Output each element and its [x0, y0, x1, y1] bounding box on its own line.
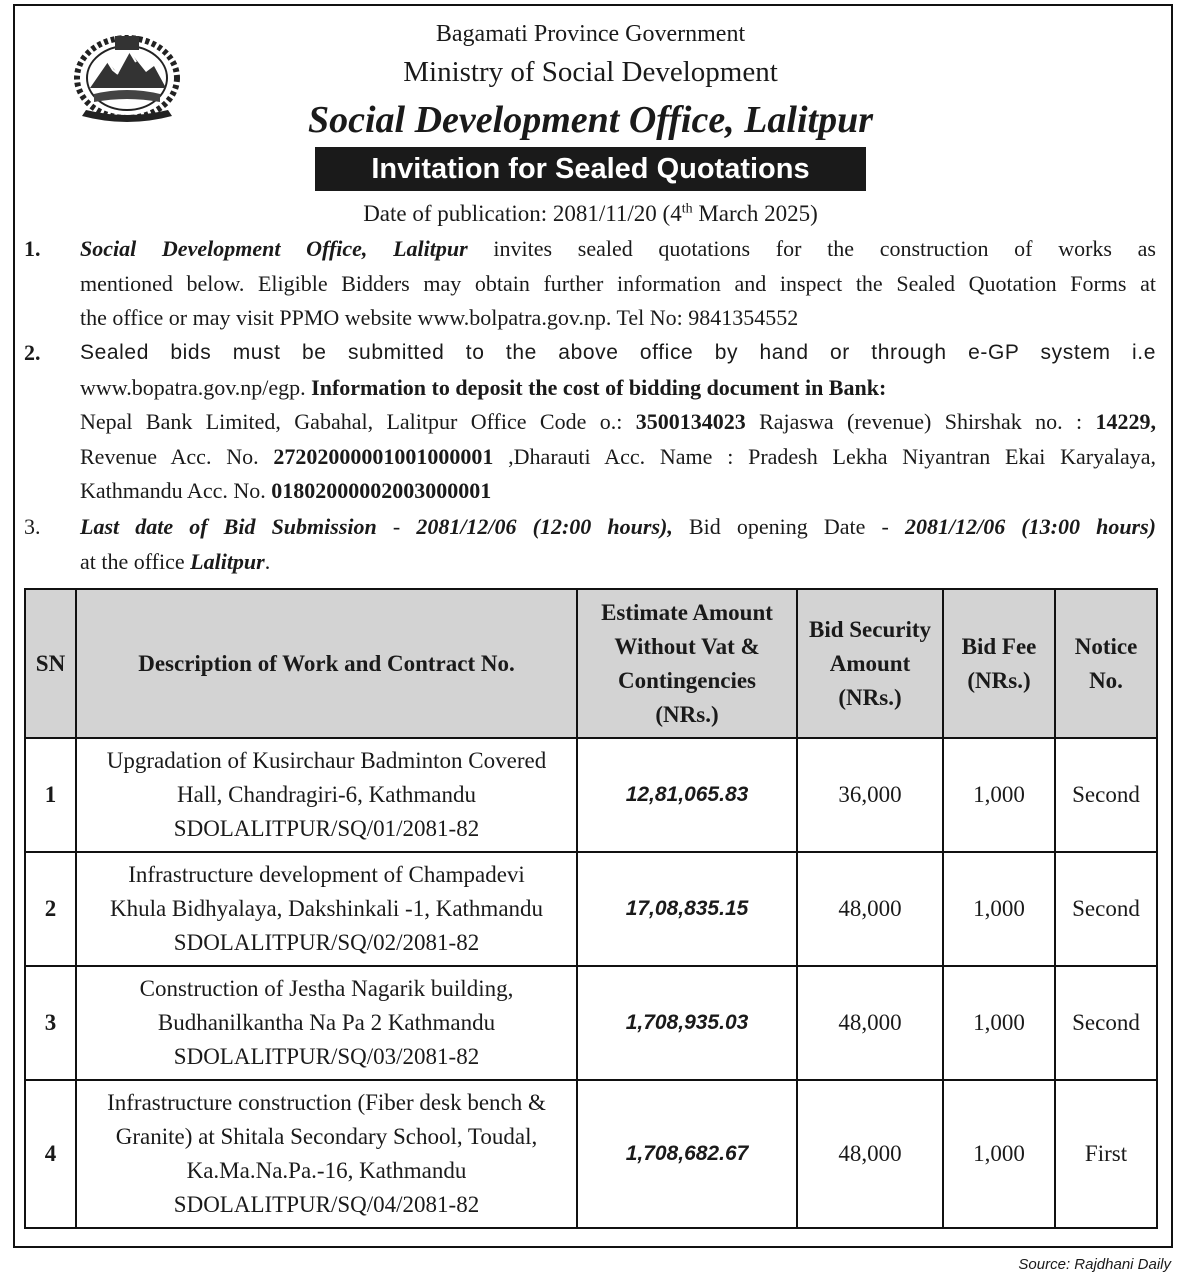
- row-sn: 1: [25, 738, 76, 852]
- row-bid-security: 36,000: [797, 738, 943, 852]
- row-bid-security: 48,000: [797, 852, 943, 966]
- row-bid-security: 48,000: [797, 966, 943, 1080]
- header-estimate: Estimate Amount Without Vat & Contingencies (NRs.): [577, 589, 797, 738]
- header-bid-security: Bid Security Amount (NRs.): [797, 589, 943, 738]
- publication-date: Date of publication: 2081/11/20 (4th March 2025): [363, 201, 818, 226]
- para3-number: 3.: [24, 514, 41, 539]
- para2-text: [80, 336, 1156, 509]
- row-description: Upgradation of Kusirchaur Badminton Covered Hall, Chandragiri-6, Kathmandu SDOLALITPUR/SQ/01/2081-82: [76, 738, 577, 852]
- row-notice-no: First: [1055, 1080, 1157, 1228]
- row-notice-no: Second: [1055, 852, 1157, 966]
- row-bid-fee: 1,000: [943, 966, 1055, 1080]
- row-notice-no: Second: [1055, 738, 1157, 852]
- province-name: Bagamati Province Government: [435, 21, 746, 47]
- table-header-row: [25, 589, 1157, 738]
- para3-line2: at the office Lalitpur.: [80, 548, 271, 574]
- para2-line3: Nepal Bank Limited, Gabahal, Lalitpur Office Code o.: 3500134023 Rajaswa (revenue) Shirshak no. : 14229,: [80, 409, 1156, 434]
- row-estimate: 12,81,065.83: [577, 738, 797, 852]
- row-description: Infrastructure development of Champadevi Khula Bidhyalaya, Dakshinkali -1, Kathmandu SDOLALITPUR/SQ/02/2081-82: [76, 852, 577, 966]
- row-sn: 2: [25, 852, 76, 966]
- row-estimate: 1,708,682.67: [577, 1080, 797, 1228]
- table-row: [25, 966, 1157, 1080]
- para1-line3: the office or may visit PPMO website www.bolpatra.gov.np. Tel No: 9841354552: [80, 305, 799, 330]
- header-notice-no: Notice No.: [1055, 589, 1157, 738]
- row-sn: 3: [25, 966, 76, 1080]
- para1-number: 1.: [24, 236, 41, 261]
- row-bid-fee: 1,000: [943, 738, 1055, 852]
- works-table: [24, 588, 1158, 1229]
- para2-line5: Kathmandu Acc. No. 01802000002003000001: [80, 478, 492, 503]
- para1-line2: mentioned below. Eligible Bidders may obtain further information and inspect the Sealed Quotation Forms at: [80, 270, 1156, 296]
- para3-line1: Last date of Bid Submission - 2081/12/06 (12:00 hours), Bid opening Date - 2081/12/06 (13:00 hours): [80, 514, 1157, 539]
- header-description: Description of Work and Contract No.: [76, 589, 577, 738]
- source-credit: Source: Rajdhani Daily: [1018, 1256, 1171, 1273]
- row-description: Construction of Jestha Nagarik building, Budhanilkantha Na Pa 2 Kathmandu SDOLALITPUR/SQ/03/2081-82: [76, 966, 577, 1080]
- table-row: [25, 1080, 1157, 1228]
- header-bid-fee: Bid Fee (NRs.): [943, 589, 1055, 738]
- para1-text: [80, 232, 1156, 336]
- row-estimate: 1,708,935.03: [577, 966, 797, 1080]
- ministry-name: Ministry of Social Development: [403, 56, 778, 88]
- row-bid-fee: 1,000: [943, 852, 1055, 966]
- table-row: [25, 738, 1157, 852]
- para2-number: 2.: [24, 340, 41, 365]
- row-sn: 4: [25, 1080, 76, 1228]
- notice-title-banner: Invitation for Sealed Quotations: [315, 147, 866, 191]
- para2-line1: Sealed bids must be submitted to the above office by hand or through e-GP system i.e: [80, 341, 1156, 364]
- para3-text: [80, 510, 1156, 579]
- para1-line1: Social Development Office, Lalitpur invites sealed quotations for the construction of works as: [80, 236, 1156, 261]
- office-name: Social Development Office, Lalitpur: [308, 99, 873, 141]
- row-bid-security: 48,000: [797, 1080, 943, 1228]
- row-bid-fee: 1,000: [943, 1080, 1055, 1228]
- row-description: Infrastructure construction (Fiber desk bench & Granite) at Shitala Secondary School, Toudal, Ka.Ma.Na.Pa.-16, Kathmandu SDOLALITPUR/SQ/04/2081-82: [76, 1080, 577, 1228]
- para2-line4: Revenue Acc. No. 27202000001001000001 ,Dharauti Acc. Name : Pradesh Lekha Niyantran Ekai Karyalaya,: [80, 443, 1156, 469]
- para2-line2: www.bopatra.gov.np/egp. Information to deposit the cost of bidding document in Bank:: [80, 374, 887, 400]
- table-row: [25, 852, 1157, 966]
- header-sn: SN: [25, 589, 76, 738]
- row-estimate: 17,08,835.15: [577, 852, 797, 966]
- row-notice-no: Second: [1055, 966, 1157, 1080]
